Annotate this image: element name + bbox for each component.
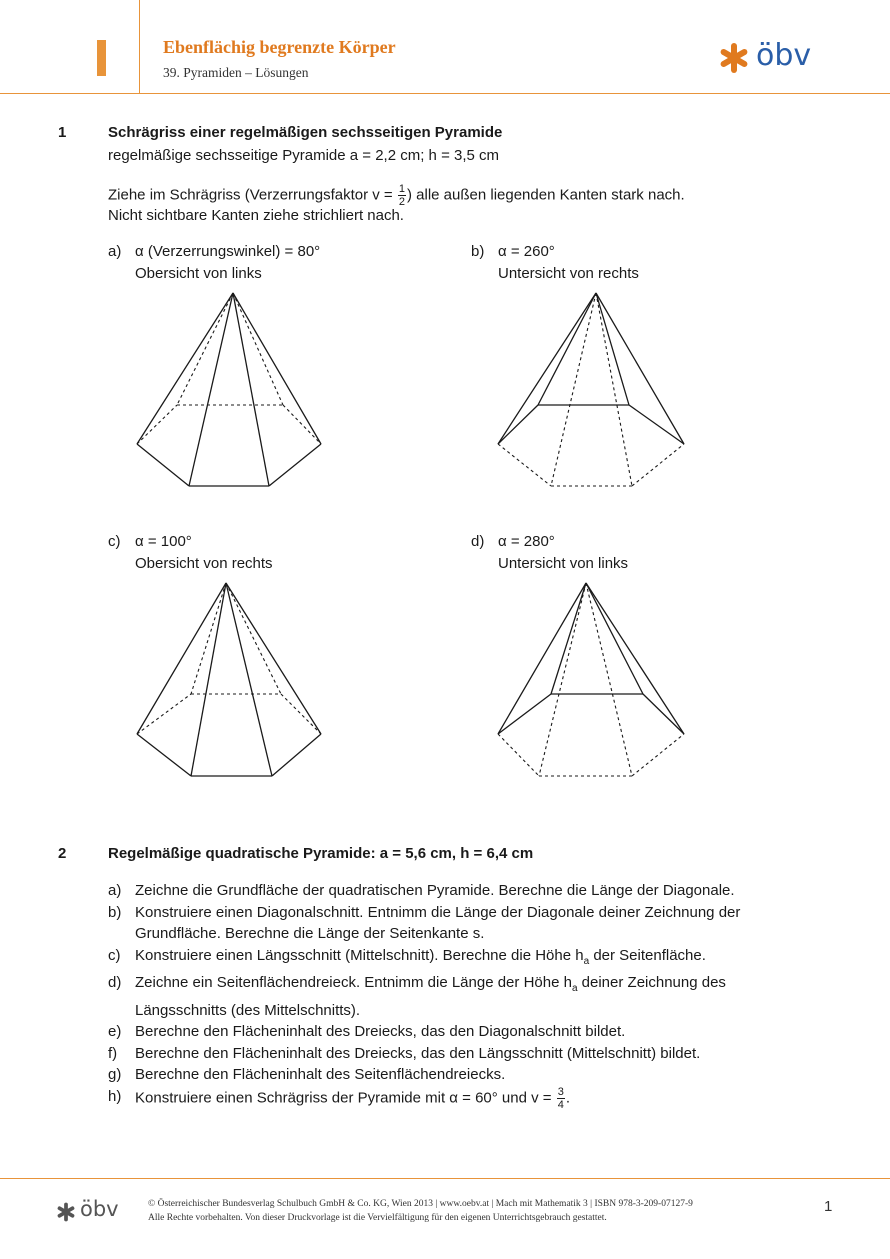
part-a-view: Obersicht von links (135, 265, 262, 282)
part-a-angle: α (Verzerrungswinkel) = 80° (135, 243, 321, 260)
copyright-line-2: Alle Rechte vorbehalten. Von dieser Druckvorlage ist die Vervielfältigung für den eigenen Unterrichtsgebrauch gestattet. (148, 1213, 607, 1223)
part-a-letter: a) (108, 243, 122, 260)
copyright-line-1: © Österreichischer Bundesverlag Schulbuch GmbH & Co. KG, Wien 2013 | www.oebv.at | Mach mit Mathematik 3 | ISBN 978-3-209-07127-9 (148, 1199, 693, 1209)
part-d-letter: d) (471, 533, 485, 550)
list-item: c) Konstruiere einen Längsschnitt (Mittelschnitt). Berechne die Höhe $h_a$ der Seitenfläche. (108, 946, 706, 967)
footer-logo-text: öbv (80, 1197, 119, 1221)
task-1-number: 1 (58, 124, 67, 141)
list-item: Längsschnitts (des Mittelschnitts). (135, 1001, 361, 1019)
part-d-angle: α = 280° (498, 533, 555, 550)
pyramid-c (137, 583, 321, 776)
section-subtitle: 39. Pyramiden – Lösungen (163, 65, 309, 80)
task-2-title: Regelmäßige quadratische Pyramide: a = 5,6 cm, h = 6,4 cm (108, 845, 534, 862)
list-item: a) Zeichne die Grundfläche der quadratischen Pyramide. Berechne die Länge der Diagonale. (108, 882, 735, 899)
page-number: 1 (824, 1198, 833, 1215)
part-b-view: Untersicht von rechts (498, 265, 639, 282)
star-logo-icon (56, 1202, 76, 1222)
task-1-title: Schrägriss einer regelmäßigen sechsseitigen Pyramide (108, 124, 503, 141)
task-1-instruction-2: Nicht sichtbare Kanten ziehe strichliert nach. (108, 207, 404, 224)
list-item: f) Berechne den Flächeninhalt des Dreiecks, das den Längsschnitt (Mittelschnitt) bildet. (108, 1044, 701, 1062)
fraction-three-quarters: $\frac{3}{4}$ (557, 1085, 564, 1111)
list-item: d) Zeichne ein Seitenflächendreieck. Entnimm die Länge der Höhe $h_a$ deiner Zeichnung des (108, 974, 726, 994)
part-c-letter: c) (108, 533, 121, 550)
task-2-list (108, 880, 740, 1111)
copyright-notice (148, 1197, 693, 1225)
part-c-angle: α = 100° (135, 533, 192, 550)
pyramid-d (498, 583, 684, 776)
task-2-number: 2 (58, 845, 67, 862)
list-item: b) Konstruiere einen Diagonalschnitt. Entnimm die Länge der Diagonale deiner Zeichnung der (108, 903, 741, 921)
fraction-one-half: $\frac{1}{2}$ (398, 183, 405, 208)
pyramid-a (137, 293, 321, 486)
instruction-text-end: ) alle außen liegenden Kanten stark nach. (406, 186, 685, 204)
list-item: Grundfläche. Berechne die Länge der Seitenkante s. (135, 925, 485, 942)
chapter-title: Ebenflächig begrenzte Körper (163, 37, 396, 57)
part-b-angle: α = 260° (498, 243, 555, 260)
pyramid-b (498, 293, 684, 486)
list-item: h) Konstruiere einen Schrägriss der Pyramide mit α = 60° und v = $\frac{3}{4}$ . (108, 1085, 570, 1111)
part-b-letter: b) (471, 243, 485, 260)
list-item: e) Berechne den Flächeninhalt des Dreiecks, das den Diagonalschnitt bildet. (108, 1023, 626, 1040)
list-item: g) Berechne den Flächeninhalt des Seitenflächendreiecks. (108, 1066, 506, 1083)
part-d-view: Untersicht von links (498, 555, 629, 572)
logo-text: öbv (756, 38, 812, 73)
task-1-given: regelmäßige sechsseitige Pyramide a = 2,2 cm; h = 3,5 cm (108, 147, 500, 164)
instruction-text: Ziehe im Schrägriss (Verzerrungsfaktor v = (108, 186, 397, 204)
part-c-view: Obersicht von rechts (135, 555, 273, 572)
footer-rule (0, 1178, 890, 1179)
